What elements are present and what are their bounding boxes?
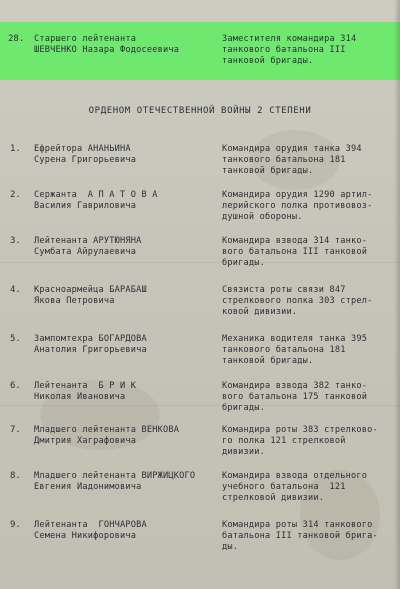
entry-position-line: Командира роты 314 танкового bbox=[222, 520, 373, 530]
entry-position-line: го полка 121 стрелковой bbox=[222, 436, 346, 446]
entry-name-line: Младшего лейтенанта ВИРЖИЦКОГО bbox=[34, 471, 196, 481]
entry-name-line: Лейтенанта АРУТЮНЯНА bbox=[34, 236, 142, 246]
entry-position-line: Командира орудия 1290 артил- bbox=[222, 190, 373, 200]
entry-number: 6. bbox=[10, 381, 21, 391]
entry-name-line: Сержанта А П А Т О В А bbox=[34, 190, 158, 200]
entry-position-line: ды. bbox=[222, 542, 239, 552]
entry-name-line: Василия Гавриловича bbox=[34, 201, 137, 211]
entry-position-line: Командира взвода 314 танко- bbox=[222, 236, 368, 246]
entry-position-line: дивизии. bbox=[222, 447, 265, 457]
entry-position-line: вого батальона 175 танковой bbox=[222, 392, 368, 402]
entry-name-line: Зампомтехра БОГАРДОВА bbox=[34, 334, 147, 344]
entry-position-line: танковой бригады. bbox=[222, 356, 314, 366]
entry-name-line: Евгения Иадонимовича bbox=[34, 482, 142, 492]
entry-name-line: Старшего лейтенанта bbox=[34, 34, 137, 44]
entry-position-line: батальона III танковой брига- bbox=[222, 531, 378, 541]
entry-name-line: Младшего лейтенанта ВЕНКОВА bbox=[34, 425, 180, 435]
entry-position-line: Командира взвода отдельного bbox=[222, 471, 368, 481]
entry-position-line: Механика водителя танка 395 bbox=[222, 334, 368, 344]
entry-position-line: ковой дивизии. bbox=[222, 307, 298, 317]
entry-position-line: Командира взвода 382 танко- bbox=[222, 381, 368, 391]
entry-position-line: танкового батальона 181 bbox=[222, 345, 346, 355]
entry-name-line: Лейтенанта ГОНЧАРОВА bbox=[34, 520, 147, 530]
entry-position-line: лерийского полка противовоз- bbox=[222, 201, 373, 211]
entry-number: 3. bbox=[10, 236, 21, 246]
entry-name-line: Лейтенанта Б Р И К bbox=[34, 381, 137, 391]
entry-name-line: Красноармейца БАРАБАШ bbox=[34, 285, 147, 295]
entry-position-line: танкового батальона 181 bbox=[222, 155, 346, 165]
entry-position-line: бригады. bbox=[222, 258, 265, 268]
entry-position-line: Заместителя командира 314 bbox=[222, 34, 357, 44]
entry-name-line: Ефрейтора АНАНЬИНА bbox=[34, 144, 131, 154]
entry-name-line: Семена Никифоровича bbox=[34, 531, 137, 541]
entry-name-line: ШЕВЧЕНКО Назара Фодосеевича bbox=[34, 45, 180, 55]
entry-position-line: Командира орудия танка 394 bbox=[222, 144, 362, 154]
entry-position-line: учебного батальона 121 bbox=[222, 482, 346, 492]
entry-position-line: танкового батальона III bbox=[222, 45, 346, 55]
entry-name-line: Николая Ивановича bbox=[34, 392, 126, 402]
entry-position-line: Связиста роты связи 847 bbox=[222, 285, 346, 295]
entry-position-line: душной обороны. bbox=[222, 212, 303, 222]
entry-position-line: стрелковой дивизии. bbox=[222, 493, 325, 503]
entry-number: 4. bbox=[10, 285, 21, 295]
section-heading: ОРДЕНОМ ОТЕЧЕСТВЕННОЙ ВОЙНЫ 2 СТЕПЕНИ bbox=[88, 106, 312, 116]
entry-number: 2. bbox=[10, 190, 21, 200]
page-edge-shadow bbox=[394, 0, 400, 589]
paper-crease bbox=[0, 405, 400, 406]
entry-position-line: танковой бригады. bbox=[222, 56, 314, 66]
entry-position-line: бригады. bbox=[222, 403, 265, 413]
entry-number: 9. bbox=[10, 520, 21, 530]
entry-name-line: Сурена Григорьевича bbox=[34, 155, 137, 165]
entry-name-line: Якова Петровича bbox=[34, 296, 115, 306]
entry-number: 8. bbox=[10, 471, 21, 481]
entry-position-line: Командира роты 383 стрелково- bbox=[222, 425, 378, 435]
entry-number: 5. bbox=[10, 334, 21, 344]
entry-position-line: вого батальона III танковой bbox=[222, 247, 368, 257]
paper-crease bbox=[0, 262, 400, 263]
entry-name-line: Дмитрия Хаграфовича bbox=[34, 436, 137, 446]
entry-position-line: танковой бригады. bbox=[222, 166, 314, 176]
entry-position-line: стрелкового полка 303 стрел- bbox=[222, 296, 373, 306]
entry-number: 28. bbox=[8, 34, 25, 44]
entry-number: 7. bbox=[10, 425, 21, 435]
entry-number: 1. bbox=[10, 144, 21, 154]
entry-name-line: Анатолия Григорьевича bbox=[34, 345, 147, 355]
entry-name-line: Сумбата Айрулаевича bbox=[34, 247, 137, 257]
